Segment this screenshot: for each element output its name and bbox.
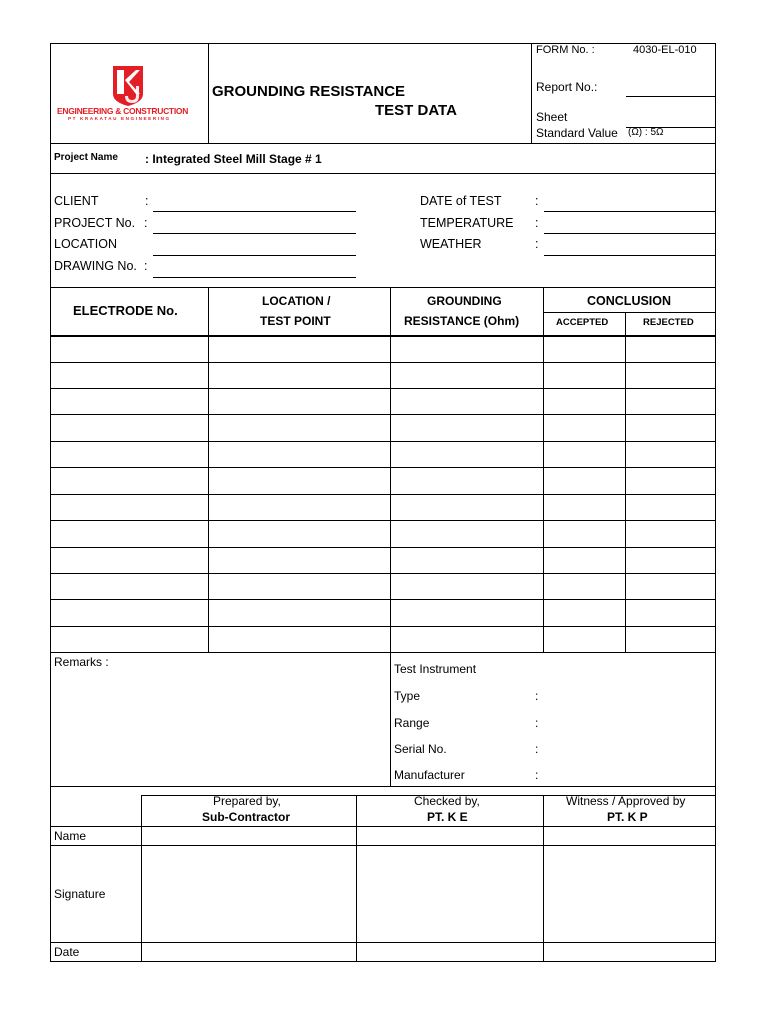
date-of-test-label: DATE of TEST <box>420 194 502 208</box>
company-logo <box>56 64 202 126</box>
table-row <box>50 441 716 442</box>
project-no-field[interactable] <box>153 233 356 234</box>
witness-by-label: Witness / Approved by <box>566 794 686 808</box>
project-name-label: Project Name <box>54 152 118 163</box>
table-row <box>50 388 716 389</box>
prepared-by-label: Prepared by, <box>213 794 281 808</box>
col-location-header-2: TEST POINT <box>260 314 331 328</box>
table-row <box>50 520 716 521</box>
location-field[interactable] <box>153 255 356 256</box>
form-title-line2: TEST DATA <box>375 102 457 119</box>
drawing-no-label: DRAWING No. <box>54 259 137 273</box>
checked-by-label: Checked by, <box>414 794 480 808</box>
temperature-field[interactable] <box>544 233 715 234</box>
table-row <box>50 494 716 495</box>
form-no-value: 4030-EL-010 <box>633 44 697 56</box>
table-row <box>50 414 716 415</box>
table-row <box>50 547 716 548</box>
col-rejected-header: REJECTED <box>643 317 694 328</box>
table-row <box>50 626 716 627</box>
project-name-value: : Integrated Steel Mill Stage # 1 <box>145 152 322 166</box>
test-instrument-label: Test Instrument <box>394 662 477 676</box>
witness-by-org: PT. K P <box>607 810 648 824</box>
remarks-label: Remarks : <box>54 655 109 669</box>
location-label: LOCATION <box>54 237 117 251</box>
name-row-label: Name <box>54 829 87 843</box>
sheet-label: Sheet <box>536 110 568 124</box>
weather-label: WEATHER <box>420 237 482 251</box>
border-left <box>50 43 51 962</box>
form-title-line1: GROUNDING RESISTANCE <box>212 83 406 100</box>
col-location-header-1: LOCATION / <box>262 294 331 308</box>
checked-by-org: PT. K E <box>427 810 468 824</box>
serial-no-label: Serial No. <box>394 742 447 756</box>
client-label: CLIENT <box>54 194 99 208</box>
manufacturer-label: Manufacturer <box>394 768 465 782</box>
table-row <box>50 599 716 600</box>
col-electrode-header: ELECTRODE No. <box>73 303 178 318</box>
border-right <box>715 43 716 962</box>
table-row <box>50 362 716 363</box>
report-no-label: Report No.: <box>536 80 598 94</box>
project-no-label: PROJECT No. <box>54 216 136 230</box>
form-no-label: FORM No. : <box>536 44 595 56</box>
prepared-by-org: Sub-Contractor <box>202 810 290 824</box>
report-no-field[interactable] <box>626 96 715 97</box>
col-grounding-header-2: RESISTANCE (Ohm) <box>404 314 520 328</box>
col-grounding-header-1: GROUNDING <box>427 294 502 308</box>
range-label: Range <box>394 716 430 730</box>
date-of-test-field[interactable] <box>544 211 715 212</box>
signature-row-label: Signature <box>54 887 106 901</box>
border-bottom <box>50 961 716 962</box>
drawing-no-field[interactable] <box>153 277 356 278</box>
col-conclusion-header: CONCLUSION <box>587 294 672 308</box>
company-name: ENGINEERING & CONSTRUCTION <box>57 106 189 116</box>
company-subtitle: PT KRAKATAU ENGINEERING <box>68 116 171 121</box>
temperature-label: TEMPERATURE <box>420 216 514 230</box>
standard-value-label: Standard Value <box>536 126 618 140</box>
col-accepted-header: ACCEPTED <box>556 317 609 328</box>
standard-value-unit: (Ω) : 5Ω <box>628 127 664 138</box>
client-field[interactable] <box>153 211 356 212</box>
table-row <box>50 573 716 574</box>
type-label: Type <box>394 689 421 703</box>
table-row <box>50 467 716 468</box>
border-top <box>50 43 716 44</box>
date-row-label: Date <box>54 945 80 959</box>
table-row <box>50 652 716 653</box>
weather-field[interactable] <box>544 255 715 256</box>
